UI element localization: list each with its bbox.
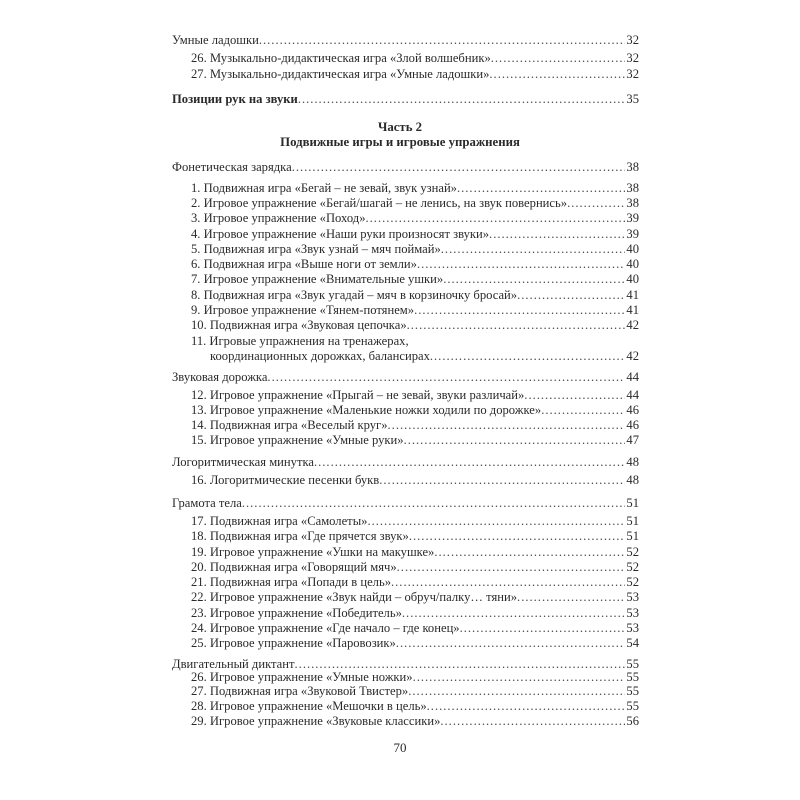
toc-entry[interactable] bbox=[191, 50, 639, 66]
entry-label: 26. Музыкально-дидактическая игра «Злой волшебник» bbox=[191, 51, 491, 65]
dot-leader bbox=[440, 713, 625, 729]
dot-leader bbox=[408, 683, 625, 699]
entry-label: 1. Подвижная игра «Бегай – не зевай, звук узнай» bbox=[191, 181, 457, 195]
entry-label: 28. Игровое упражнение «Мешочки в цель» bbox=[191, 699, 427, 713]
entry-page: 52 bbox=[626, 575, 639, 589]
entry-page: 53 bbox=[626, 621, 639, 635]
toc-entry[interactable] bbox=[191, 256, 639, 272]
dot-leader bbox=[259, 32, 626, 48]
entry-page: 46 bbox=[626, 418, 639, 432]
toc-entry[interactable] bbox=[191, 713, 639, 729]
entry-label: 9. Игровое упражнение «Тянем-потянем» bbox=[191, 303, 415, 317]
entry-page: 41 bbox=[626, 303, 639, 317]
page-number: 70 bbox=[393, 740, 407, 755]
toc-entry[interactable] bbox=[191, 574, 639, 590]
entry-label: 27. Музыкально-дидактическая игра «Умные ладошки» bbox=[191, 67, 490, 81]
entry-page: 38 bbox=[626, 160, 639, 174]
entry-label: 15. Игровое упражнение «Умные руки» bbox=[191, 433, 404, 447]
dot-leader bbox=[567, 195, 625, 211]
entry-label: 7. Игровое упражнение «Внимательные ушки» bbox=[191, 272, 444, 286]
dot-leader bbox=[434, 544, 625, 560]
toc-entry[interactable] bbox=[191, 271, 639, 287]
entry-page: 52 bbox=[626, 545, 639, 559]
entry-label: 27. Подвижная игра «Звуковой Твистер» bbox=[191, 684, 409, 698]
dot-leader bbox=[298, 91, 626, 107]
dot-leader bbox=[397, 559, 626, 575]
toc-entry[interactable] bbox=[191, 528, 639, 544]
entry-label: Грамота тела bbox=[172, 496, 242, 510]
entry-page: 44 bbox=[626, 370, 639, 384]
toc-entry[interactable] bbox=[191, 635, 639, 651]
entry-label: Логоритмическая минутка bbox=[172, 455, 314, 469]
toc-entry[interactable] bbox=[191, 605, 639, 621]
dot-leader bbox=[414, 302, 625, 318]
dot-leader bbox=[242, 495, 626, 511]
toc-entry-line: 11. Игровые упражнения на тренажерах, bbox=[191, 334, 409, 348]
entry-page: 53 bbox=[626, 606, 639, 620]
entry-label: 13. Игровое упражнение «Маленькие ножки ходили по дорожке» bbox=[191, 403, 542, 417]
dot-leader bbox=[409, 528, 626, 544]
entry-label: 23. Игровое упражнение «Победитель» bbox=[191, 606, 402, 620]
toc-entry[interactable] bbox=[191, 589, 639, 605]
entry-page: 47 bbox=[626, 433, 639, 447]
entry-page: 32 bbox=[626, 33, 639, 47]
entry-page: 41 bbox=[626, 288, 639, 302]
entry-page: 54 bbox=[626, 636, 639, 650]
entry-label: 14. Подвижная игра «Веселый круг» bbox=[191, 418, 388, 432]
toc-section[interactable] bbox=[172, 159, 639, 175]
entry-page: 55 bbox=[626, 684, 639, 698]
toc-section[interactable] bbox=[172, 32, 639, 48]
entry-label: 6. Подвижная игра «Выше ноги от земли» bbox=[191, 257, 417, 271]
entry-label: 29. Игровое упражнение «Звуковые классики» bbox=[191, 714, 441, 728]
entry-label: Умные ладошки bbox=[172, 33, 259, 47]
entry-label: 4. Игровое упражнение «Наши руки произносят звуки» bbox=[191, 227, 490, 241]
dot-leader bbox=[489, 226, 625, 242]
part-subtitle: Подвижные игры и игровые упражнения bbox=[280, 135, 520, 149]
entry-label: координационных дорожках, балансирах bbox=[210, 349, 430, 363]
entry-label: 25. Игровое упражнение «Паровозик» bbox=[191, 636, 396, 650]
dot-leader bbox=[404, 432, 626, 448]
toc-entry[interactable] bbox=[191, 317, 639, 333]
entry-page: 40 bbox=[626, 272, 639, 286]
entry-label: Двигательный диктант bbox=[172, 657, 295, 671]
entry-page: 56 bbox=[626, 714, 639, 728]
toc-entry[interactable] bbox=[191, 287, 639, 303]
toc-section[interactable] bbox=[172, 454, 639, 470]
entry-label: 20. Подвижная игра «Говорящий мяч» bbox=[191, 560, 397, 574]
dot-leader bbox=[267, 369, 625, 385]
entry-label: 3. Игровое упражнение «Поход» bbox=[191, 211, 366, 225]
dot-leader bbox=[379, 472, 625, 488]
entry-page: 55 bbox=[626, 699, 639, 713]
dot-leader bbox=[366, 210, 626, 226]
dot-leader bbox=[541, 402, 625, 418]
toc-entry[interactable] bbox=[191, 387, 639, 403]
toc-entry[interactable] bbox=[191, 417, 639, 433]
entry-page: 39 bbox=[626, 227, 639, 241]
dot-leader bbox=[427, 698, 626, 714]
dot-leader bbox=[391, 574, 625, 590]
dot-leader bbox=[491, 50, 626, 66]
dot-leader bbox=[441, 241, 626, 257]
entry-page: 51 bbox=[626, 514, 639, 528]
entry-label: 22. Игровое упражнение «Звук найди – обруч/палку… тяни» bbox=[191, 590, 518, 604]
entry-page: 40 bbox=[626, 242, 639, 256]
entry-label: 17. Подвижная игра «Самолеты» bbox=[191, 514, 368, 528]
entry-page: 46 bbox=[626, 403, 639, 417]
dot-leader bbox=[396, 635, 626, 651]
dot-leader bbox=[460, 620, 626, 636]
dot-leader bbox=[457, 180, 625, 196]
dot-leader bbox=[292, 159, 626, 175]
toc-entry[interactable] bbox=[191, 513, 639, 529]
dot-leader bbox=[388, 417, 626, 433]
entry-label: 8. Подвижная игра «Звук угадай – мяч в корзиночку бросай» bbox=[191, 288, 518, 302]
entry-page: 39 bbox=[626, 211, 639, 225]
toc-entry[interactable] bbox=[191, 402, 639, 418]
toc-entry[interactable] bbox=[191, 620, 639, 636]
entry-page: 32 bbox=[626, 51, 639, 65]
toc-entry[interactable] bbox=[191, 559, 639, 575]
toc-entry[interactable] bbox=[191, 180, 639, 196]
toc-entry[interactable] bbox=[191, 210, 639, 226]
toc-section[interactable] bbox=[172, 495, 639, 511]
entry-page: 44 bbox=[626, 388, 639, 402]
entry-page: 52 bbox=[626, 560, 639, 574]
toc-entry[interactable] bbox=[191, 195, 639, 211]
dot-leader bbox=[314, 454, 625, 470]
dot-leader bbox=[430, 348, 626, 364]
toc-entry[interactable] bbox=[191, 241, 639, 257]
dot-leader bbox=[517, 589, 625, 605]
entry-page: 53 bbox=[626, 590, 639, 604]
dot-leader bbox=[402, 605, 626, 621]
entry-page: 51 bbox=[626, 496, 639, 510]
dot-leader bbox=[524, 387, 625, 403]
dot-leader bbox=[417, 256, 625, 272]
entry-label: 16. Логоритмические песенки букв bbox=[191, 473, 380, 487]
entry-page: 48 bbox=[626, 473, 639, 487]
entry-label: Позиции рук на звуки bbox=[172, 92, 298, 106]
entry-page: 55 bbox=[626, 657, 639, 671]
toc-entry[interactable] bbox=[191, 544, 639, 560]
entry-page: 51 bbox=[626, 529, 639, 543]
entry-page: 42 bbox=[626, 318, 639, 332]
dot-leader bbox=[489, 66, 625, 82]
entry-page: 48 bbox=[626, 455, 639, 469]
entry-label: Фонетическая зарядка bbox=[172, 160, 292, 174]
entry-label: 26. Игровое упражнение «Умные ножки» bbox=[191, 670, 413, 684]
toc-entry[interactable] bbox=[191, 683, 639, 699]
entry-page: 38 bbox=[626, 196, 639, 210]
entry-label: 21. Подвижная игра «Попади в цель» bbox=[191, 575, 391, 589]
toc-entry[interactable] bbox=[191, 226, 639, 242]
entry-label: 10. Подвижная игра «Звуковая цепочка» bbox=[191, 318, 407, 332]
toc-entry[interactable] bbox=[191, 302, 639, 318]
entry-page: 38 bbox=[626, 181, 639, 195]
dot-leader bbox=[407, 317, 626, 333]
toc-entry[interactable] bbox=[191, 698, 639, 714]
toc-entry[interactable] bbox=[210, 348, 639, 364]
entry-label: 12. Игровое упражнение «Прыгай – не зевай, звуки различай» bbox=[191, 388, 525, 402]
toc-entry[interactable] bbox=[191, 432, 639, 448]
toc-entry[interactable] bbox=[191, 472, 639, 488]
entry-label: 19. Игровое упражнение «Ушки на макушке» bbox=[191, 545, 435, 559]
entry-page: 35 bbox=[626, 92, 639, 106]
dot-leader bbox=[367, 513, 625, 529]
entry-label: 5. Подвижная игра «Звук узнай – мяч поймай» bbox=[191, 242, 441, 256]
dot-leader bbox=[517, 287, 625, 303]
entry-page: 55 bbox=[626, 670, 639, 684]
entry-label: Звуковая дорожка bbox=[172, 370, 268, 384]
part-title: Часть 2 bbox=[377, 120, 423, 134]
entry-page: 40 bbox=[626, 257, 639, 271]
entry-page: 42 bbox=[626, 349, 639, 363]
entry-label: 18. Подвижная игра «Где прячется звук» bbox=[191, 529, 409, 543]
entry-page: 32 bbox=[626, 67, 639, 81]
entry-label: 24. Игровое упражнение «Где начало – где конец» bbox=[191, 621, 460, 635]
entry-label: 2. Игровое упражнение «Бегай/шагай – не ленись, на звук повернись» bbox=[191, 196, 568, 210]
dot-leader bbox=[443, 271, 625, 287]
toc-entry[interactable] bbox=[191, 66, 639, 82]
toc-section[interactable] bbox=[172, 91, 639, 107]
toc-section[interactable] bbox=[172, 369, 639, 385]
